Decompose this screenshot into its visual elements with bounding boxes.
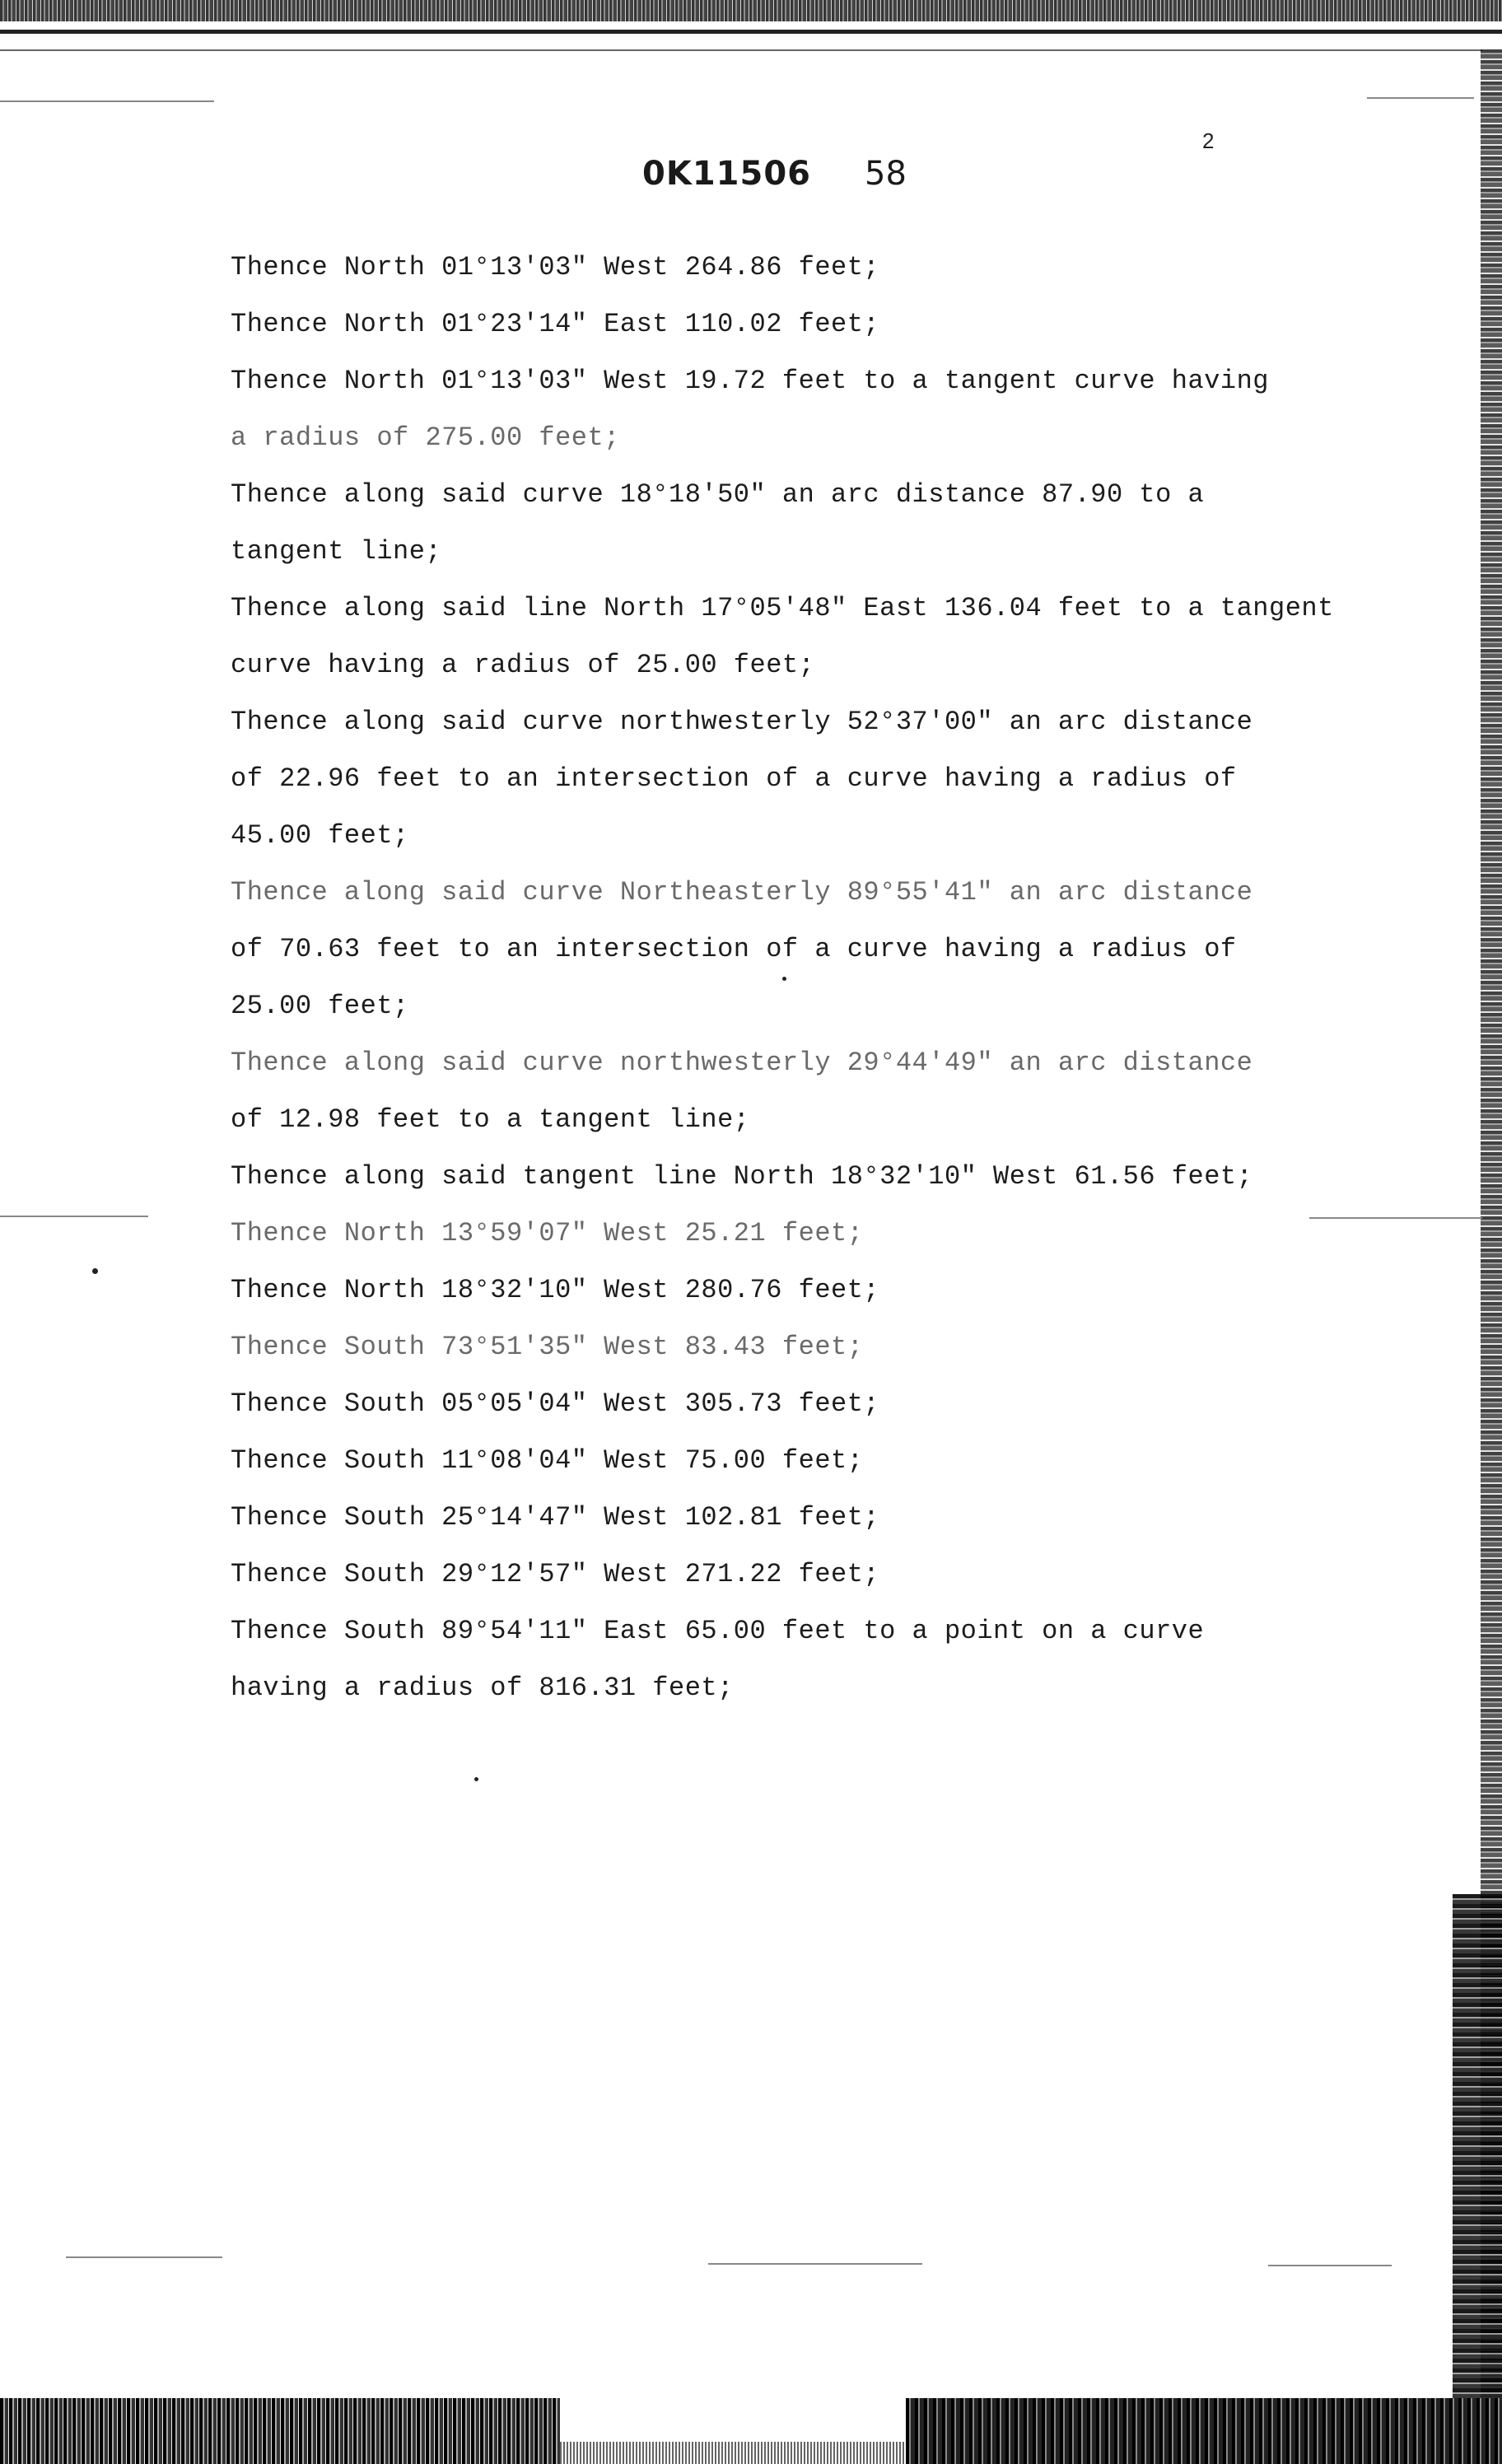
scan-artifact-dash <box>0 100 214 102</box>
text-line: Thence North 01°23'14" East 110.02 feet; <box>231 309 880 339</box>
text-line: Thence North 13°59'07" West 25.21 feet; <box>231 1218 864 1248</box>
scan-noise-bottom-right <box>906 2398 1502 2464</box>
text-line: curve having a radius of 25.00 feet; <box>231 650 815 680</box>
text-line: of 70.63 feet to an intersection of a curve having a radius of <box>231 934 1237 964</box>
text-line: 25.00 feet; <box>231 991 409 1021</box>
text-line: Thence North 18°32'10" West 280.76 feet; <box>231 1275 880 1305</box>
text-line: Thence South 73°51'35" West 83.43 feet; <box>231 1332 864 1362</box>
text-line: Thence South 05°05'04" West 305.73 feet; <box>231 1388 880 1419</box>
text-line: Thence North 01°13'03" West 19.72 feet to a tangent curve having <box>231 366 1269 396</box>
text-line: tangent line; <box>231 536 442 567</box>
text-line: of 12.98 feet to a tangent line; <box>231 1104 750 1135</box>
text-line: of 22.96 feet to an intersection of a curve having a radius of <box>231 763 1237 794</box>
scan-noise-bottom-middle <box>560 2442 906 2464</box>
legal-description-text <box>231 239 1449 1716</box>
text-line: Thence South 89°54'11" East 65.00 feet to a point on a curve <box>231 1616 1205 1646</box>
scan-speck <box>474 1777 478 1781</box>
text-line: Thence North 01°13'03" West 264.86 feet; <box>231 252 880 282</box>
scan-artifact-dash <box>66 2256 222 2258</box>
text-line: Thence along said tangent line North 18°32'10" West 61.56 feet; <box>231 1161 1253 1192</box>
text-line: Thence South 29°12'57" West 271.22 feet; <box>231 1559 880 1589</box>
scan-rule-top-thin <box>0 49 1482 51</box>
scan-artifact-dash <box>0 1216 148 1217</box>
scan-noise-top <box>0 0 1502 21</box>
scan-noise-right-lower <box>1453 1894 1502 2464</box>
text-line: Thence along said line North 17°05'48" East 136.04 feet to a tangent <box>231 593 1334 623</box>
text-line: Thence along said curve northwesterly 52°37'00" an arc distance <box>231 707 1253 737</box>
scan-artifact-dash <box>1268 2265 1392 2266</box>
page-number: 2 <box>1202 128 1215 153</box>
text-line: Thence South 11°08'04" West 75.00 feet; <box>231 1445 864 1476</box>
text-line: Thence South 25°14'47" West 102.81 feet; <box>231 1502 880 1533</box>
document-page-number: 58 <box>865 155 907 193</box>
text-line: Thence along said curve 18°18'50" an arc distance 87.90 to a <box>231 479 1205 510</box>
document-reference-number: 0K11506 <box>642 155 811 193</box>
scan-artifact-dash <box>708 2263 922 2265</box>
scan-speck <box>92 1268 98 1274</box>
text-line: having a radius of 816.31 feet; <box>231 1673 734 1703</box>
scan-artifact-dash <box>1367 97 1474 99</box>
text-line: Thence along said curve Northeasterly 89°55'41" an arc distance <box>231 877 1253 908</box>
text-line: a radius of 275.00 feet; <box>231 422 620 453</box>
scan-noise-bottom-left <box>0 2398 560 2464</box>
text-line: 45.00 feet; <box>231 820 409 851</box>
scan-rule-top <box>0 30 1502 34</box>
text-line: Thence along said curve northwesterly 29°44'49" an arc distance <box>231 1048 1253 1078</box>
